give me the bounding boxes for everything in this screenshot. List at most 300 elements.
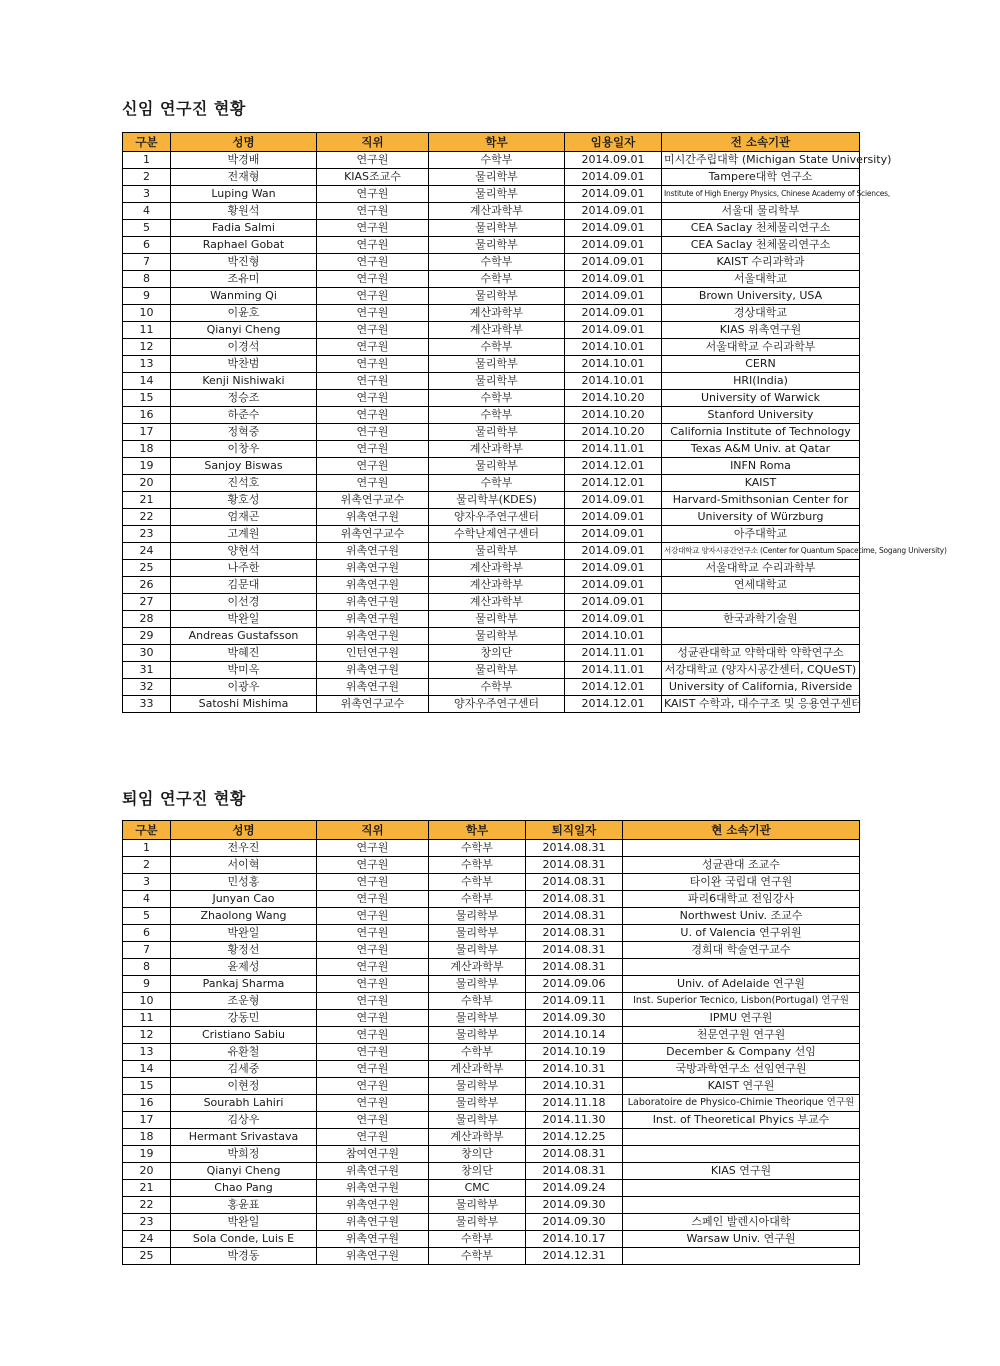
cell-name: 조운형: [171, 993, 317, 1010]
cell-institution: KAIST 수학과, 대수구조 및 응용연구센터: [662, 696, 860, 713]
table-row: [123, 322, 860, 339]
cell-school: 수학부: [429, 339, 565, 356]
cell-no: 15: [123, 390, 171, 407]
new-researchers-title: 신임 연구진 현황: [122, 99, 246, 118]
cell-no: 27: [123, 594, 171, 611]
cell-no: 3: [123, 186, 171, 203]
cell-name: 이창우: [171, 441, 317, 458]
cell-institution: Northwest Univ. 조교수: [623, 908, 860, 925]
cell-date: 2014.08.31: [526, 959, 623, 976]
cell-no: 11: [123, 322, 171, 339]
cell-position: 연구원: [317, 1061, 429, 1078]
cell-no: 5: [123, 908, 171, 925]
cell-date: 2014.11.18: [526, 1095, 623, 1112]
cell-name: 유환철: [171, 1044, 317, 1061]
table-row: [123, 611, 860, 628]
cell-date: 2014.10.20: [565, 424, 662, 441]
cell-date: 2014.08.31: [526, 908, 623, 925]
cell-institution: KAIST 연구원: [623, 1078, 860, 1095]
cell-institution: 서강대학교 양자시공간연구소 (Center for Quantum Spacetime, Sogang University): [662, 543, 860, 560]
cell-position: 연구원: [317, 390, 429, 407]
cell-position: 연구원: [317, 322, 429, 339]
cell-date: 2014.12.01: [565, 679, 662, 696]
cell-school: 물리학부: [429, 186, 565, 203]
cell-position: 연구원: [317, 959, 429, 976]
cell-date: 2014.09.11: [526, 993, 623, 1010]
cell-school: 물리학부: [429, 1010, 526, 1027]
cell-school: 계산과학부: [429, 1129, 526, 1146]
cell-institution: University of Würzburg: [662, 509, 860, 526]
cell-position: 위촉연구원: [317, 1163, 429, 1180]
cell-no: 4: [123, 203, 171, 220]
cell-name: 김세중: [171, 1061, 317, 1078]
cell-name: Hermant Srivastava: [171, 1129, 317, 1146]
cell-date: 2014.09.01: [565, 271, 662, 288]
cell-institution: 아주대학교: [662, 526, 860, 543]
cell-name: 박희정: [171, 1146, 317, 1163]
retired-researchers-title: 퇴임 연구진 현황: [122, 789, 246, 808]
col-header-date: 퇴직일자: [526, 821, 623, 840]
cell-institution: Laboratoire de Physico-Chimie Theorique 연구원: [623, 1095, 860, 1112]
cell-no: 30: [123, 645, 171, 662]
cell-school: 수학부: [429, 475, 565, 492]
cell-name: 하준수: [171, 407, 317, 424]
table-row: [123, 305, 860, 322]
cell-name: 이선경: [171, 594, 317, 611]
cell-position: 연구원: [317, 186, 429, 203]
cell-name: Kenji Nishiwaki: [171, 373, 317, 390]
cell-name: 박완일: [171, 611, 317, 628]
cell-position: 위촉연구원: [317, 577, 429, 594]
table-row: [123, 373, 860, 390]
cell-no: 12: [123, 1027, 171, 1044]
cell-date: 2014.09.01: [565, 152, 662, 169]
cell-date: 2014.09.01: [565, 560, 662, 577]
cell-school: 물리학부(KDES): [429, 492, 565, 509]
cell-position: 위촉연구원: [317, 594, 429, 611]
cell-no: 25: [123, 1248, 171, 1265]
cell-position: 참여연구원: [317, 1146, 429, 1163]
cell-date: 2014.10.20: [565, 407, 662, 424]
table-row: [123, 441, 860, 458]
table-row: [123, 840, 860, 857]
table-row: [123, 356, 860, 373]
cell-school: CMC: [429, 1180, 526, 1197]
cell-date: 2014.11.01: [565, 662, 662, 679]
table-row: [123, 203, 860, 220]
cell-school: 계산과학부: [429, 441, 565, 458]
cell-name: 박완일: [171, 1214, 317, 1231]
cell-no: 25: [123, 560, 171, 577]
cell-institution: U. of Valencia 연구위원: [623, 925, 860, 942]
cell-position: 연구원: [317, 254, 429, 271]
table-header-row: [123, 133, 860, 152]
cell-institution: 미시간주립대학 (Michigan State University): [662, 152, 860, 169]
cell-date: 2014.12.01: [565, 696, 662, 713]
cell-institution: 서울대학교: [662, 271, 860, 288]
cell-institution: 성균관대 조교수: [623, 857, 860, 874]
cell-institution: 연세대학교: [662, 577, 860, 594]
cell-name: Cristiano Sabiu: [171, 1027, 317, 1044]
cell-school: 수학부: [429, 891, 526, 908]
cell-position: 연구원: [317, 874, 429, 891]
cell-date: 2014.11.30: [526, 1112, 623, 1129]
cell-school: 물리학부: [429, 662, 565, 679]
cell-date: 2014.08.31: [526, 891, 623, 908]
cell-position: 연구원: [317, 925, 429, 942]
cell-institution: Stanford University: [662, 407, 860, 424]
cell-school: 계산과학부: [429, 594, 565, 611]
cell-institution: University of California, Riverside: [662, 679, 860, 696]
cell-no: 18: [123, 1129, 171, 1146]
retired-researchers-table: [122, 820, 860, 1265]
cell-date: 2014.12.25: [526, 1129, 623, 1146]
cell-name: Raphael Gobat: [171, 237, 317, 254]
cell-no: 28: [123, 611, 171, 628]
cell-date: 2014.09.06: [526, 976, 623, 993]
cell-name: Sourabh Lahiri: [171, 1095, 317, 1112]
cell-position: 위촉연구원: [317, 628, 429, 645]
cell-school: 계산과학부: [429, 577, 565, 594]
col-header-position: 직위: [317, 133, 429, 152]
cell-school: 물리학부: [429, 458, 565, 475]
cell-date: 2014.09.30: [526, 1197, 623, 1214]
cell-name: Satoshi Mishima: [171, 696, 317, 713]
table-row: [123, 271, 860, 288]
new-researchers-table: [122, 132, 947, 713]
table-row: [123, 1061, 860, 1078]
col-header-institution: 전 소속기관: [662, 133, 860, 152]
cell-date: 2014.10.01: [565, 356, 662, 373]
table-row: [123, 1163, 860, 1180]
cell-position: 연구원: [317, 458, 429, 475]
cell-position: 위촉연구원: [317, 1248, 429, 1265]
cell-no: 1: [123, 840, 171, 857]
cell-no: 26: [123, 577, 171, 594]
cell-name: Andreas Gustafsson: [171, 628, 317, 645]
table-row: [123, 543, 860, 560]
cell-position: 연구원: [317, 1010, 429, 1027]
col-header-date: 임용일자: [565, 133, 662, 152]
cell-institution: December & Company 선임: [623, 1044, 860, 1061]
cell-position: 연구원: [317, 220, 429, 237]
cell-institution: Inst. Superior Tecnico, Lisbon(Portugal) 연구원: [623, 993, 860, 1010]
table-row: [123, 891, 860, 908]
cell-date: 2014.12.01: [565, 475, 662, 492]
cell-date: 2014.10.31: [526, 1078, 623, 1095]
cell-name: 이윤호: [171, 305, 317, 322]
cell-institution: 파리6대학교 전임강사: [623, 891, 860, 908]
cell-position: 연구원: [317, 424, 429, 441]
cell-school: 양자우주연구센터: [429, 696, 565, 713]
cell-date: 2014.09.01: [565, 577, 662, 594]
cell-school: 물리학부: [429, 373, 565, 390]
cell-institution: HRI(India): [662, 373, 860, 390]
cell-school: 수학부: [429, 874, 526, 891]
table-row: [123, 186, 860, 203]
table-row: [123, 475, 860, 492]
cell-school: 계산과학부: [429, 305, 565, 322]
cell-name: 조유미: [171, 271, 317, 288]
cell-no: 13: [123, 1044, 171, 1061]
cell-institution: IPMU 연구원: [623, 1010, 860, 1027]
col-header-position: 직위: [317, 821, 429, 840]
cell-institution: [662, 628, 860, 645]
cell-position: 연구원: [317, 475, 429, 492]
cell-position: 위촉연구원: [317, 560, 429, 577]
cell-school: 수학난제연구센터: [429, 526, 565, 543]
cell-position: 연구원: [317, 152, 429, 169]
cell-date: 2014.09.01: [565, 305, 662, 322]
table-row: [123, 1027, 860, 1044]
table-row: [123, 1231, 860, 1248]
cell-institution: KIAS 연구원: [623, 1163, 860, 1180]
cell-position: 연구원: [317, 1044, 429, 1061]
table-row: [123, 407, 860, 424]
cell-no: 21: [123, 492, 171, 509]
cell-date: 2014.09.24: [526, 1180, 623, 1197]
cell-no: 9: [123, 976, 171, 993]
cell-name: 진석호: [171, 475, 317, 492]
cell-position: 연구원: [317, 373, 429, 390]
cell-position: 연구원: [317, 339, 429, 356]
table-row: [123, 254, 860, 271]
cell-school: 수학부: [429, 271, 565, 288]
cell-institution: Warsaw Univ. 연구원: [623, 1231, 860, 1248]
cell-date: 2014.09.01: [565, 186, 662, 203]
cell-school: 물리학부: [429, 1214, 526, 1231]
table-row: [123, 908, 860, 925]
cell-institution: 서울대 물리학부: [662, 203, 860, 220]
cell-institution: KAIST: [662, 475, 860, 492]
cell-school: 창의단: [429, 645, 565, 662]
cell-institution: 국방과학연구소 선임연구원: [623, 1061, 860, 1078]
cell-no: 10: [123, 305, 171, 322]
table-row: [123, 526, 860, 543]
cell-institution: [662, 594, 860, 611]
cell-no: 4: [123, 891, 171, 908]
cell-institution: KIAS 위촉연구원: [662, 322, 860, 339]
cell-no: 29: [123, 628, 171, 645]
cell-school: 창의단: [429, 1163, 526, 1180]
cell-date: 2014.09.01: [565, 543, 662, 560]
cell-date: 2014.09.30: [526, 1214, 623, 1231]
cell-no: 23: [123, 526, 171, 543]
cell-position: 연구원: [317, 976, 429, 993]
cell-position: 연구원: [317, 891, 429, 908]
cell-name: 전재형: [171, 169, 317, 186]
cell-school: 수학부: [429, 390, 565, 407]
cell-position: 연구원: [317, 441, 429, 458]
cell-position: 위촉연구원: [317, 1197, 429, 1214]
cell-date: 2014.08.31: [526, 857, 623, 874]
table-row: [123, 925, 860, 942]
cell-position: 위촉연구원: [317, 1180, 429, 1197]
table-row: [123, 169, 860, 186]
cell-institution: 경상대학교: [662, 305, 860, 322]
cell-no: 16: [123, 407, 171, 424]
cell-no: 16: [123, 1095, 171, 1112]
cell-no: 17: [123, 424, 171, 441]
cell-name: 김상우: [171, 1112, 317, 1129]
cell-school: 수학부: [429, 857, 526, 874]
cell-date: 2014.12.01: [565, 458, 662, 475]
table-row: [123, 857, 860, 874]
cell-name: 전우진: [171, 840, 317, 857]
cell-institution: 천문연구원 연구원: [623, 1027, 860, 1044]
cell-position: 인턴연구원: [317, 645, 429, 662]
cell-school: 계산과학부: [429, 203, 565, 220]
cell-no: 24: [123, 1231, 171, 1248]
cell-position: 연구원: [317, 271, 429, 288]
cell-date: 2014.10.17: [526, 1231, 623, 1248]
cell-institution: 서강대학교 (양자시공간센터, CQUeST): [662, 662, 860, 679]
cell-institution: 서울대학교 수리과학부: [662, 560, 860, 577]
cell-school: 물리학부: [429, 611, 565, 628]
cell-position: 위촉연구교수: [317, 492, 429, 509]
table-row: [123, 679, 860, 696]
cell-no: 10: [123, 993, 171, 1010]
cell-position: 위촉연구원: [317, 543, 429, 560]
cell-position: 연구원: [317, 356, 429, 373]
cell-date: 2014.09.01: [565, 526, 662, 543]
cell-name: 홍윤표: [171, 1197, 317, 1214]
cell-name: Wanming Qi: [171, 288, 317, 305]
cell-school: 물리학부: [429, 424, 565, 441]
cell-no: 6: [123, 925, 171, 942]
cell-school: 수학부: [429, 679, 565, 696]
cell-date: 2014.09.01: [565, 237, 662, 254]
cell-school: 수학부: [429, 993, 526, 1010]
cell-institution: 스페인 발렌시아대학: [623, 1214, 860, 1231]
cell-position: 위촉연구원: [317, 611, 429, 628]
cell-position: 연구원: [317, 857, 429, 874]
col-header-no: 구분: [123, 133, 171, 152]
cell-date: 2014.08.31: [526, 1146, 623, 1163]
cell-school: 수학부: [429, 254, 565, 271]
cell-school: 물리학부: [429, 220, 565, 237]
cell-school: 수학부: [429, 840, 526, 857]
cell-position: 위촉연구원: [317, 1231, 429, 1248]
table-row: [123, 1180, 860, 1197]
cell-no: 8: [123, 959, 171, 976]
cell-institution: Harvard-Smithsonian Center for: [662, 492, 860, 509]
table-row: [123, 662, 860, 679]
cell-position: 연구원: [317, 993, 429, 1010]
cell-date: 2014.10.01: [565, 628, 662, 645]
cell-institution: Inst. of Theoretical Phyics 부교수: [623, 1112, 860, 1129]
cell-school: 물리학부: [429, 976, 526, 993]
table-row: [123, 577, 860, 594]
cell-school: 수학부: [429, 1248, 526, 1265]
cell-name: 박미옥: [171, 662, 317, 679]
cell-date: 2014.09.01: [565, 169, 662, 186]
table-row: [123, 1078, 860, 1095]
table-row: [123, 1095, 860, 1112]
cell-institution: [623, 959, 860, 976]
cell-institution: Institute of High Energy Physics, Chinese Academy of Sciences,: [662, 186, 860, 203]
cell-name: 나주한: [171, 560, 317, 577]
cell-institution: [623, 1197, 860, 1214]
cell-name: Sola Conde, Luis E: [171, 1231, 317, 1248]
cell-institution: 타이완 국립대 연구원: [623, 874, 860, 891]
cell-school: 물리학부: [429, 1078, 526, 1095]
cell-school: 물리학부: [429, 288, 565, 305]
cell-institution: Brown University, USA: [662, 288, 860, 305]
cell-no: 19: [123, 1146, 171, 1163]
cell-name: 이현정: [171, 1078, 317, 1095]
cell-position: 연구원: [317, 203, 429, 220]
cell-no: 7: [123, 254, 171, 271]
cell-name: Fadia Salmi: [171, 220, 317, 237]
cell-school: 수학부: [429, 1044, 526, 1061]
col-header-name: 성명: [171, 821, 317, 840]
cell-no: 22: [123, 1197, 171, 1214]
cell-position: 연구원: [317, 1112, 429, 1129]
cell-no: 14: [123, 1061, 171, 1078]
cell-institution: [623, 1248, 860, 1265]
cell-date: 2014.09.01: [565, 509, 662, 526]
cell-school: 물리학부: [429, 942, 526, 959]
cell-name: Chao Pang: [171, 1180, 317, 1197]
cell-date: 2014.10.31: [526, 1061, 623, 1078]
cell-institution: CEA Saclay 천체물리연구소: [662, 220, 860, 237]
cell-date: 2014.09.01: [565, 203, 662, 220]
cell-institution: University of Warwick: [662, 390, 860, 407]
cell-name: 이경석: [171, 339, 317, 356]
cell-school: 물리학부: [429, 1095, 526, 1112]
cell-date: 2014.08.31: [526, 942, 623, 959]
table-row: [123, 152, 860, 169]
cell-institution: [623, 1129, 860, 1146]
cell-position: 위촉연구원: [317, 1214, 429, 1231]
cell-institution: INFN Roma: [662, 458, 860, 475]
cell-no: 14: [123, 373, 171, 390]
cell-no: 22: [123, 509, 171, 526]
cell-school: 물리학부: [429, 237, 565, 254]
cell-no: 7: [123, 942, 171, 959]
cell-position: 연구원: [317, 407, 429, 424]
cell-name: 박경배: [171, 152, 317, 169]
cell-date: 2014.09.01: [565, 594, 662, 611]
cell-date: 2014.10.01: [565, 339, 662, 356]
table-row: [123, 942, 860, 959]
col-header-school: 학부: [429, 133, 565, 152]
cell-name: Junyan Cao: [171, 891, 317, 908]
cell-school: 창의단: [429, 1146, 526, 1163]
cell-name: Sanjoy Biswas: [171, 458, 317, 475]
col-header-institution: 현 소속기관: [623, 821, 860, 840]
table-row: [123, 339, 860, 356]
cell-position: 연구원: [317, 237, 429, 254]
table-row: [123, 1044, 860, 1061]
cell-name: 민성홍: [171, 874, 317, 891]
cell-name: Qianyi Cheng: [171, 322, 317, 339]
cell-name: Zhaolong Wang: [171, 908, 317, 925]
table-row: [123, 288, 860, 305]
cell-school: 물리학부: [429, 925, 526, 942]
cell-position: 위촉연구교수: [317, 696, 429, 713]
cell-position: 위촉연구교수: [317, 526, 429, 543]
cell-name: 정승조: [171, 390, 317, 407]
cell-date: 2014.10.20: [565, 390, 662, 407]
cell-school: 물리학부: [429, 1027, 526, 1044]
cell-school: 수학부: [429, 152, 565, 169]
cell-institution: 서울대학교 수리과학부: [662, 339, 860, 356]
table-row: [123, 220, 860, 237]
cell-position: 위촉연구원: [317, 509, 429, 526]
cell-institution: California Institute of Technology: [662, 424, 860, 441]
